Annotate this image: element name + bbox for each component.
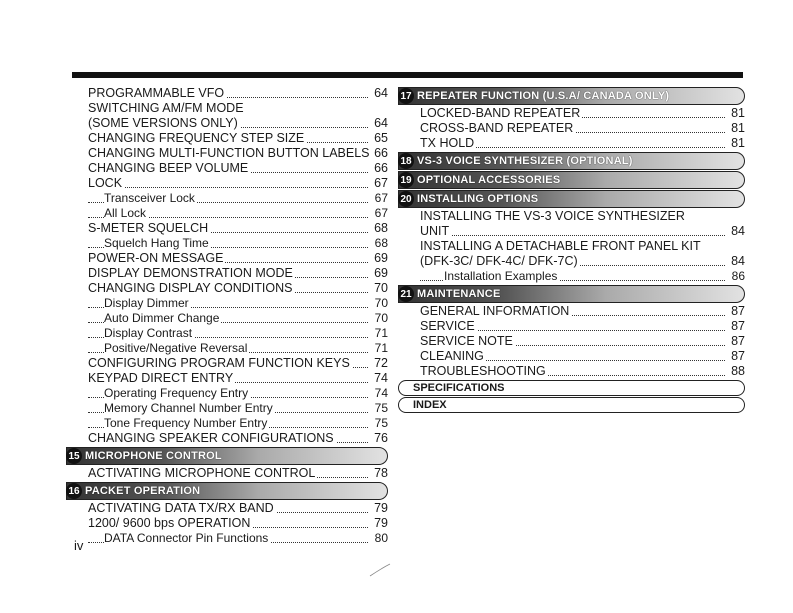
toc-entry[interactable]	[420, 349, 745, 364]
stray-mark	[368, 560, 392, 578]
toc-page-number: 67	[374, 191, 388, 205]
toc-page-number: 80	[374, 531, 388, 545]
toc-entry[interactable]	[88, 281, 388, 296]
toc-page-number: 75	[374, 416, 388, 430]
section-header[interactable]	[398, 190, 745, 208]
dot-leader	[88, 187, 368, 188]
toc-entry-title: Positive/Negative Reversal	[104, 341, 248, 355]
toc-entry[interactable]	[88, 341, 388, 356]
section-number-badge: 18	[398, 153, 414, 169]
toc-page-number: 67	[374, 176, 388, 190]
toc-entry-title: Memory Channel Number Entry	[104, 401, 273, 415]
toc-page-number: 79	[374, 516, 388, 530]
section-number-badge: 19	[398, 172, 414, 188]
toc-entry-title: LOCKED-BAND REPEATER	[420, 106, 581, 120]
toc-page-number: 79	[374, 501, 388, 515]
section-number-badge: 20	[398, 191, 414, 207]
toc-entry[interactable]	[420, 136, 745, 151]
toc-entry[interactable]	[88, 501, 388, 516]
toc-page-number: 87	[731, 304, 745, 318]
section-title: PACKET OPERATION	[85, 485, 201, 497]
toc-entry-title: GENERAL INFORMATION	[420, 304, 570, 318]
toc-entry[interactable]	[420, 106, 745, 121]
toc-page-number: 84	[731, 254, 745, 268]
toc-entry[interactable]	[88, 466, 388, 481]
toc-entry-title: LOCK	[88, 176, 123, 190]
toc-entry-title: CHANGING BEEP VOLUME	[88, 161, 249, 175]
toc-entry[interactable]	[420, 209, 745, 239]
toc-page-number: 74	[374, 386, 388, 400]
section-title: INSTALLING OPTIONS	[417, 193, 539, 205]
toc-entry[interactable]	[420, 364, 745, 379]
toc-entry[interactable]	[88, 266, 388, 281]
toc-entry-title: ACTIVATING DATA TX/RX BAND	[88, 501, 274, 515]
toc-page-number: 68	[374, 236, 388, 250]
section-number-badge: 16	[66, 483, 82, 499]
toc-entry-title: S-METER SQUELCH	[88, 221, 209, 235]
toc-entry[interactable]	[420, 304, 745, 319]
toc-entry[interactable]	[88, 146, 388, 161]
toc-entry[interactable]	[88, 206, 388, 221]
toc-page-number: 70	[374, 311, 388, 325]
toc-page-number: 87	[731, 349, 745, 363]
section-header-plain[interactable]: INDEX	[398, 397, 745, 413]
section-header-plain[interactable]: SPECIFICATIONS	[398, 380, 745, 396]
toc-entry[interactable]	[88, 356, 388, 371]
toc-page-number: 69	[374, 266, 388, 280]
toc-entry[interactable]	[420, 269, 745, 284]
toc-entry[interactable]	[88, 371, 388, 386]
toc-entry-title: Tone Frequency Number Entry	[104, 416, 268, 430]
toc-entry[interactable]	[88, 131, 388, 146]
toc-page-number: 74	[374, 371, 388, 385]
toc-entry[interactable]	[420, 239, 745, 269]
toc-entry-title: 1200/ 9600 bps OPERATION	[88, 516, 251, 530]
toc-entry[interactable]	[88, 251, 388, 266]
toc-page-number: 87	[731, 319, 745, 333]
toc-page-number: 78	[374, 466, 388, 480]
toc-entry[interactable]	[88, 101, 388, 131]
toc-entry[interactable]	[88, 531, 388, 546]
toc-entry-title: SWITCHING AM/FM MODE	[88, 101, 244, 115]
toc-page-number: 68	[374, 221, 388, 235]
toc-page-number: 69	[374, 251, 388, 265]
toc-entry-title: All Lock	[104, 206, 147, 220]
toc-page-number: 84	[731, 224, 745, 238]
toc-entry[interactable]	[88, 236, 388, 251]
toc-page-number: 66	[374, 146, 388, 160]
toc-entry[interactable]	[88, 326, 388, 341]
toc-entry-title: CHANGING FREQUENCY STEP SIZE	[88, 131, 305, 145]
toc-page-number: 71	[374, 341, 388, 355]
header-rule	[72, 72, 743, 78]
toc-entry-title: Transceiver Lock	[104, 191, 195, 205]
dot-leader	[420, 235, 725, 236]
toc-entry[interactable]	[88, 86, 388, 101]
toc-entry[interactable]	[88, 516, 388, 531]
toc-entry-title: KEYPAD DIRECT ENTRY	[88, 371, 234, 385]
toc-page-number: 67	[374, 206, 388, 220]
toc-page-number: 64	[374, 116, 388, 130]
section-header[interactable]	[66, 482, 388, 500]
toc-page-number: 81	[731, 136, 745, 150]
toc-entry-title: CHANGING DISPLAY CONDITIONS	[88, 281, 293, 295]
toc-entry-title-cont: UNIT	[420, 224, 450, 238]
toc-entry-title: Auto Dimmer Change	[104, 311, 220, 325]
section-number-badge: 21	[398, 286, 414, 302]
toc-entry[interactable]	[420, 334, 745, 349]
toc-entry-title-cont: (DFK-3C/ DFK-4C/ DFK-7C)	[420, 254, 578, 268]
toc-entry-title: Squelch Hang Time	[104, 236, 209, 250]
section-title: MAINTENANCE	[417, 288, 501, 300]
toc-entry-title: SERVICE NOTE	[420, 334, 513, 348]
section-header[interactable]	[398, 152, 745, 170]
toc-entry-title: Display Contrast	[104, 326, 193, 340]
toc-entry[interactable]	[420, 121, 745, 136]
toc-entry-title: SERVICE	[420, 319, 475, 333]
section-title: OPTIONAL ACCESSORIES	[417, 174, 561, 186]
toc-page-number: 71	[374, 326, 388, 340]
toc-entry[interactable]	[88, 311, 388, 326]
toc-page-number: 88	[731, 364, 745, 378]
toc-page-number: 65	[374, 131, 388, 145]
toc-entry[interactable]	[88, 191, 388, 206]
toc-page-number: 86	[731, 269, 745, 283]
toc-page-number: 64	[374, 86, 388, 100]
toc-entry[interactable]	[88, 431, 388, 446]
toc-entry-title: ACTIVATING MICROPHONE CONTROL	[88, 466, 316, 480]
toc-entry-title-cont: (SOME VERSIONS ONLY)	[88, 116, 238, 130]
toc-entry[interactable]	[88, 401, 388, 416]
toc-entry-title: PROGRAMMABLE VFO	[88, 86, 225, 100]
toc-page-number: 70	[374, 296, 388, 310]
toc-page-number: 81	[731, 121, 745, 135]
toc-entry-title: TROUBLESHOOTING	[420, 364, 546, 378]
section-number-badge: 17	[398, 88, 414, 104]
toc-entry-title: Operating Frequency Entry	[104, 386, 249, 400]
toc-entry-title: CLEANING	[420, 349, 484, 363]
toc-entry-title: POWER-ON MESSAGE	[88, 251, 224, 265]
toc-entry-title: CHANGING MULTI-FUNCTION BUTTON LABELS	[88, 146, 370, 160]
toc-entry-title: CROSS-BAND REPEATER	[420, 121, 574, 135]
toc-entry-title: INSTALLING THE VS-3 VOICE SYNTHESIZER	[420, 209, 685, 223]
toc-entry-title: CHANGING SPEAKER CONFIGURATIONS	[88, 431, 334, 445]
toc-entry-title: CONFIGURING PROGRAM FUNCTION KEYS	[88, 356, 350, 370]
toc-right-column	[400, 86, 745, 414]
toc-entry[interactable]	[88, 176, 388, 191]
toc-left-column	[68, 86, 388, 546]
section-title: REPEATER FUNCTION (U.S.A/ CANADA ONLY)	[417, 90, 670, 102]
toc-page-number: 87	[731, 334, 745, 348]
section-header[interactable]	[398, 87, 745, 105]
section-header[interactable]	[398, 285, 745, 303]
toc-page-number: 70	[374, 281, 388, 295]
section-header[interactable]	[66, 447, 388, 465]
toc-entry[interactable]	[88, 386, 388, 401]
toc-entry-title: DISPLAY DEMONSTRATION MODE	[88, 266, 293, 280]
toc-entry-title: INSTALLING A DETACHABLE FRONT PANEL KIT	[420, 239, 701, 253]
toc-entry-title: Display Dimmer	[104, 296, 189, 310]
toc-page-number: 66	[374, 161, 388, 175]
toc-page-number: 76	[374, 431, 388, 445]
toc-entry[interactable]	[88, 161, 388, 176]
section-number-badge: 15	[66, 448, 82, 464]
section-title: VS-3 VOICE SYNTHESIZER (OPTIONAL)	[417, 155, 633, 167]
toc-entry[interactable]	[420, 319, 745, 334]
page-number: iv	[74, 538, 84, 553]
toc-page-number: 75	[374, 401, 388, 415]
toc-entry-title: Installation Examples	[444, 269, 558, 283]
toc-entry-title: DATA Connector Pin Functions	[104, 531, 269, 545]
toc-entry[interactable]	[88, 416, 388, 431]
toc-page-number: 81	[731, 106, 745, 120]
toc-page-number: 72	[374, 356, 388, 370]
toc-entry-title: TX HOLD	[420, 136, 475, 150]
toc-entry[interactable]	[88, 296, 388, 311]
toc-entry[interactable]	[88, 221, 388, 236]
section-header[interactable]	[398, 171, 745, 189]
section-title: MICROPHONE CONTROL	[85, 450, 222, 462]
